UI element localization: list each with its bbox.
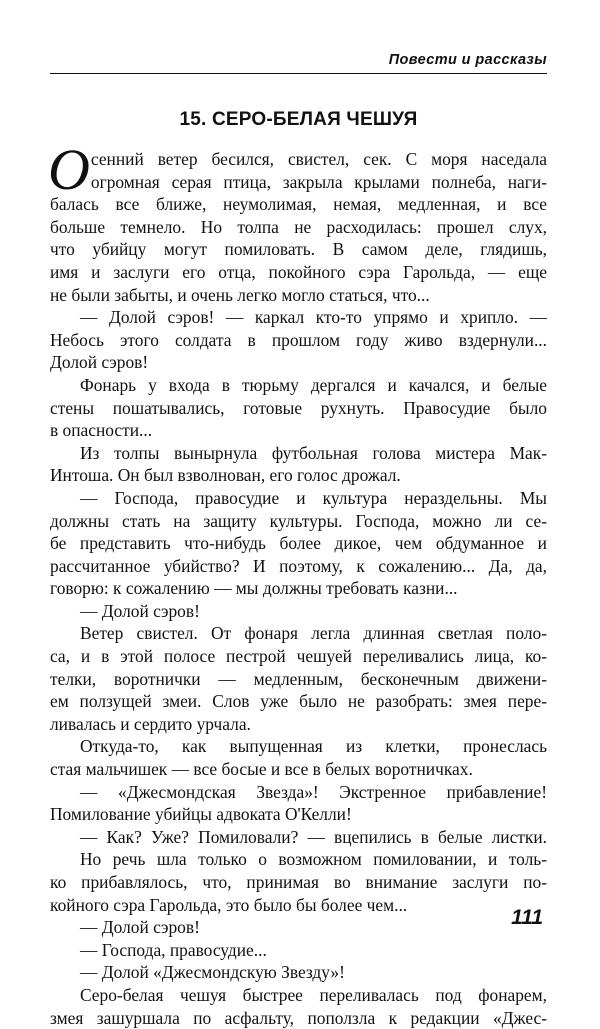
header-rule [50,73,547,74]
text-line: Из толпы вынырнула футбольная голова мистера Мак- [80,442,547,463]
text-line: огромная серая птица, закрыла крылами полнеба, наги- [90,171,547,192]
text-line: Но речь шла только о возможном помиловании, и толь- [80,849,547,870]
chapter-title: 15. СЕРО-БЕЛАЯ ЧЕШУЯ [179,109,418,130]
text-line: Долой сэров! [50,352,149,373]
text-line: что убийцу могут помиловать. В самом деле, глядишь, [50,239,547,260]
text-line: Небось этого солдата в прошлом году живо вздернули... [50,329,547,350]
text-line: койного сэра Гарольда, это было бы более чем... [50,894,408,915]
text-line: змея зашуршала по асфальту, поползла к редакции «Джес- [50,1007,547,1028]
text-line: — Как? Уже? Помиловали? — вцепились в белые листки. [80,826,547,847]
text-line: ко прибавлялось, что, принимая во внимание заслуги по- [50,872,547,892]
text-line: Ветер свистел. От фонаря легла длинная светлая поло- [80,623,547,644]
text-line: балась все ближе, неумолимая, немая, медленная, и все [50,194,547,215]
drop-cap: О [48,137,90,202]
text-line: Серо-белая чешуя быстрее переливалась под фонарем, [80,984,547,1005]
text-line: не были забыты, и очень легко могло статься, что... [50,284,430,305]
text-line: рассчитанное убийство? И поэтому, к сожалению... Да, да, [50,555,547,576]
text-line: — «Джесмондская Звезда»! Экстренное прибавление! [80,781,547,802]
body-text [48,137,547,1029]
text-line: — Господа, правосудие и культура нераздельны. Мы [80,487,547,508]
text-line: должны стать на защиту культуры. Господа, можно ли се- [50,510,547,531]
text-line: Фонарь у входа в тюрьму дергался и качался, и белые [80,374,547,395]
text-line: — Долой сэров! [80,917,200,938]
text-line: бе представить что-нибудь более дикое, чем обдуманное и [50,533,547,554]
text-line: — Долой сэров! [80,600,200,621]
text-line: са, и в этой полосе пестрой чешуей переливались лица, ко- [50,646,547,667]
text-line: — Долой сэров! — каркал кто-то упрямо и хрипло. — [80,307,547,328]
text-line: стая мальчишек — все босые и все в белых воротничках. [50,759,473,780]
text-line: говорю: к сожалению — мы должны требовать казни... [50,578,458,599]
first-line-text: сенний ветер бесился, свистел, сек. С моря наседала [90,149,547,169]
text-line: Откуда-то, как выпущенная из клетки, пронеслась [80,736,547,757]
page-number: 111 [511,906,543,929]
text-line: Помилование убийцы адвоката О'Келли! [50,804,352,825]
text-line: больше темнело. Но толпа не расходилась: прошел слух, [50,216,547,237]
text-line: телки, воротнички — медленным, бесконечным движени- [50,668,547,689]
text-line: в опасности... [50,420,153,441]
text-line: Интоша. Он был взволнован, его голос дрожал. [50,465,401,486]
text-line: — Долой «Джесмондскую Звезду»! [80,962,345,983]
text-line: ем ползущей змеи. Слов уже было не разобрать: змея пере- [50,691,547,712]
text-line: — Господа, правосудие... [80,939,267,960]
text-line: стены пошатывались, готовые рухнуть. Правосудие было [50,397,547,418]
running-header: Повести и рассказы [388,52,547,68]
text-line: имя и заслуги его отца, покойного сэра Гарольда, — еще [50,261,547,282]
text-line: ливалась и сердито урчала. [50,713,251,734]
